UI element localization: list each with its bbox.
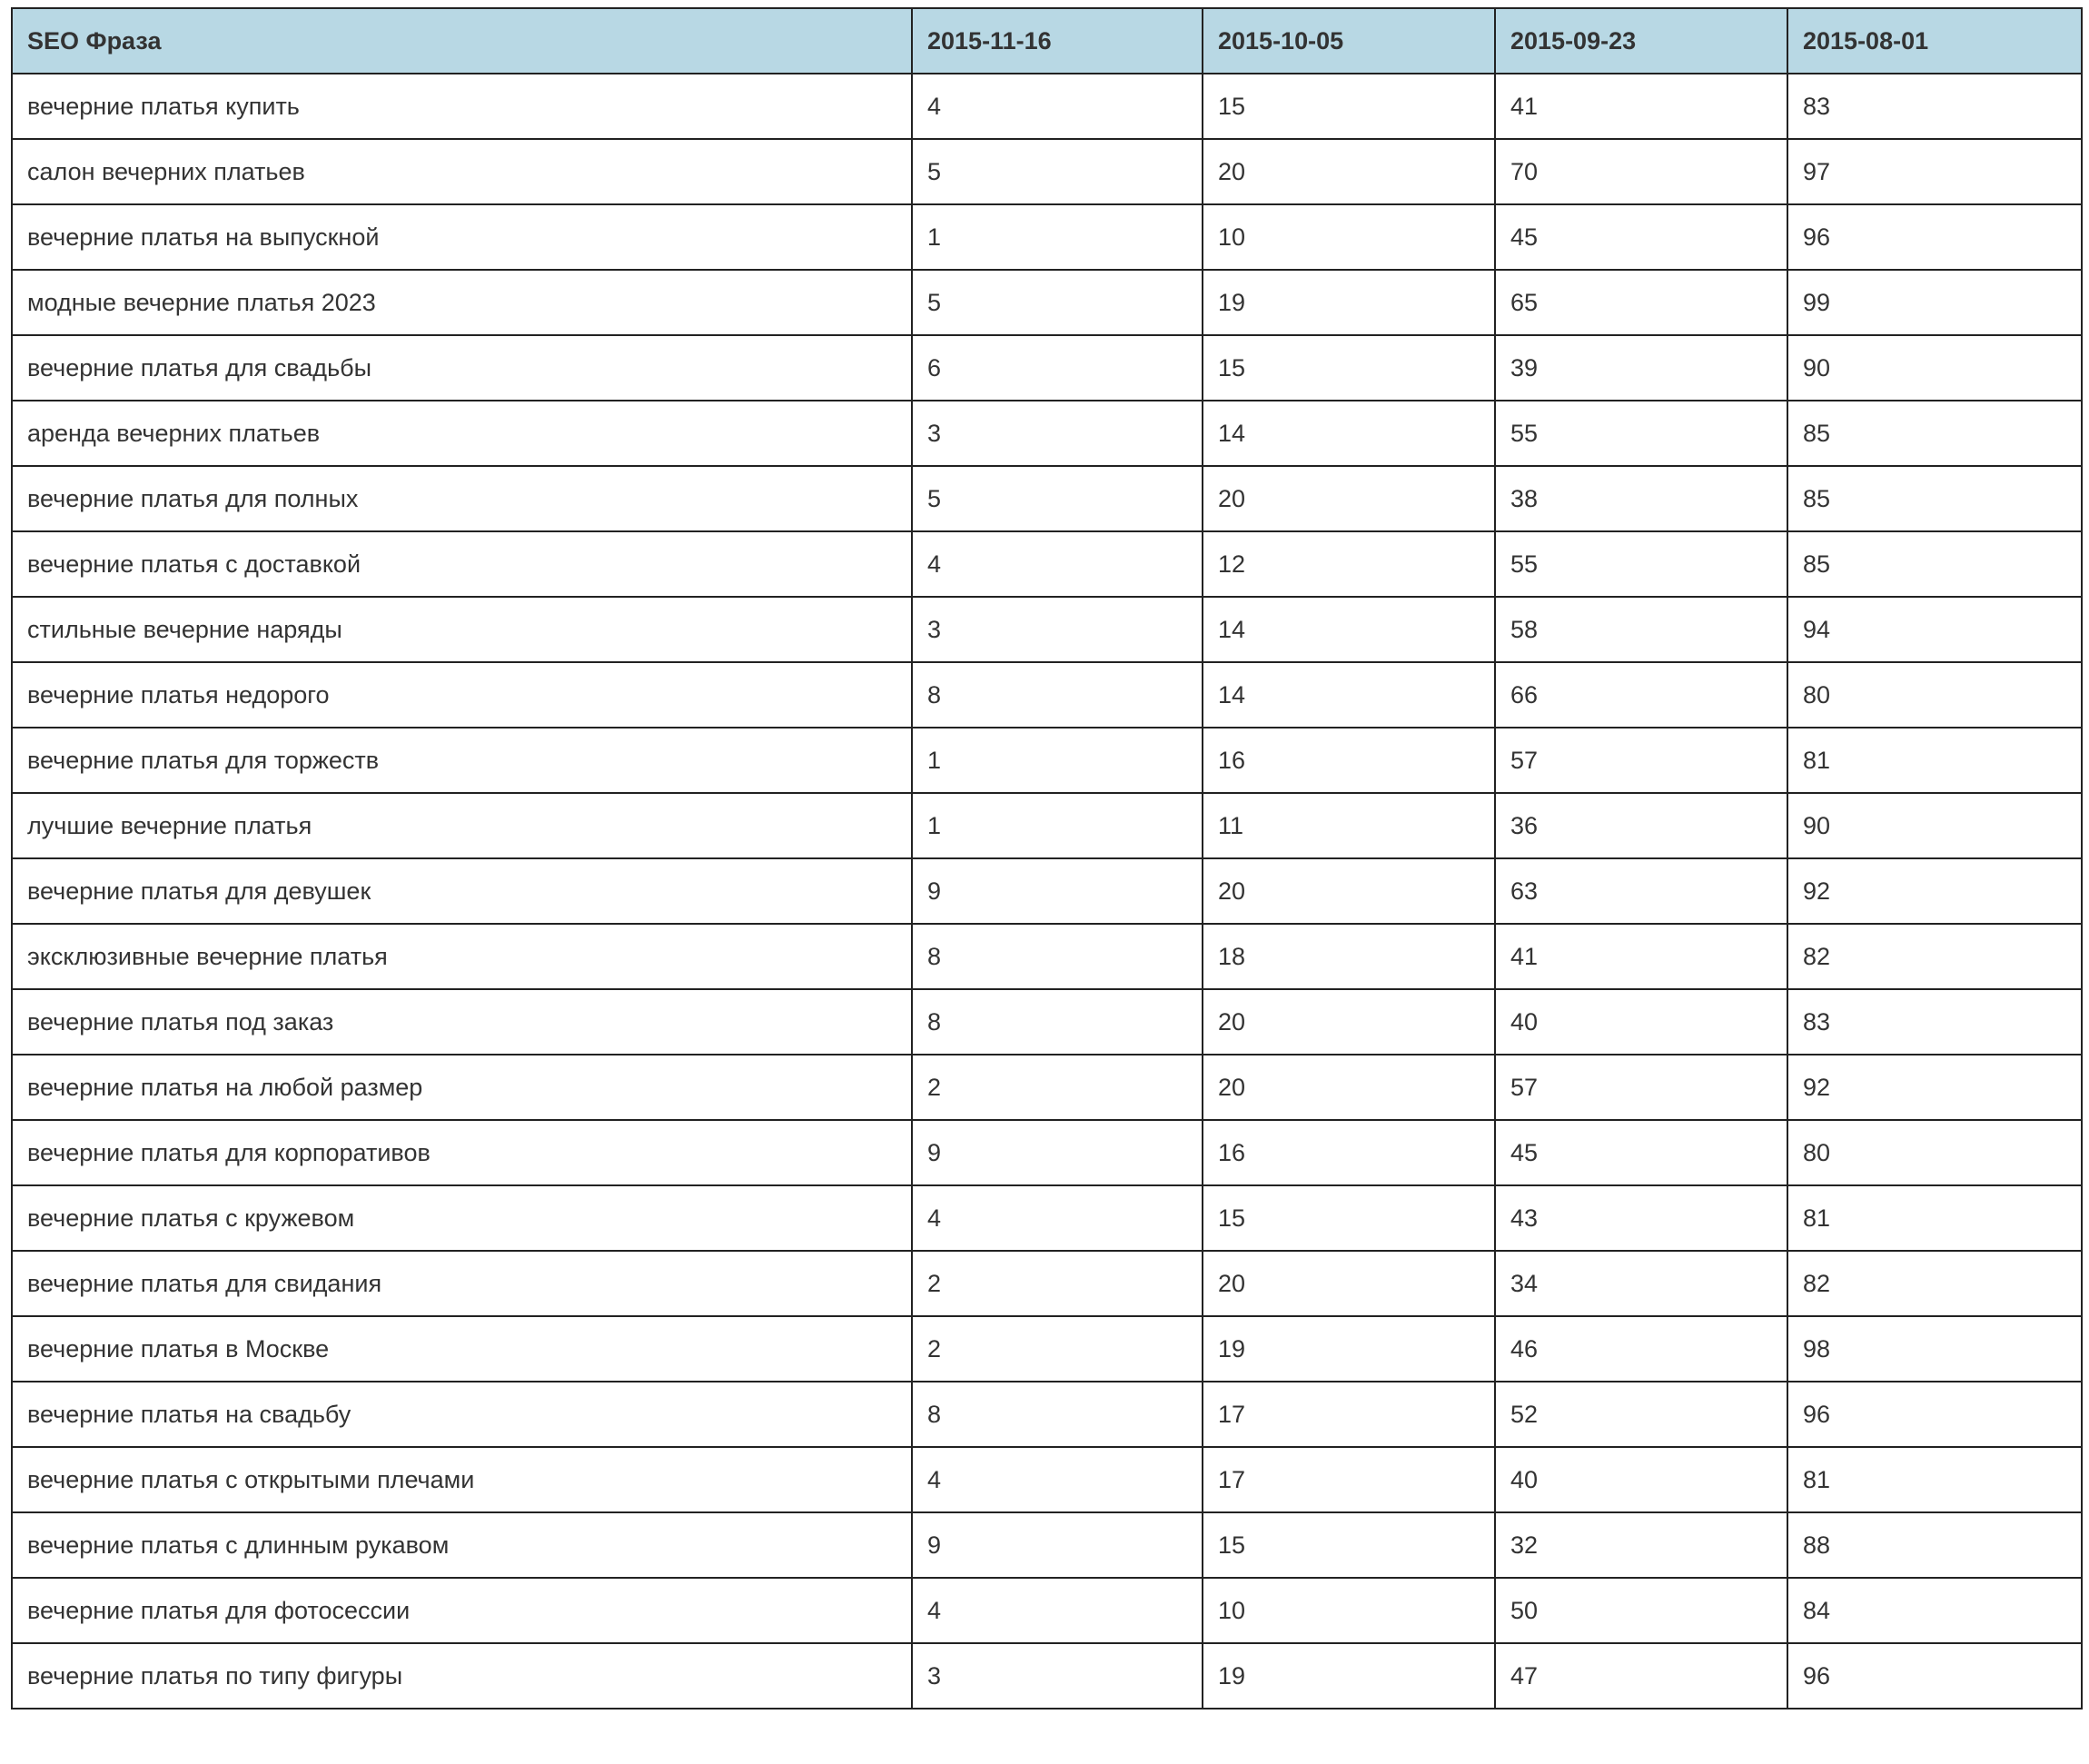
position-cell: 3 bbox=[912, 401, 1203, 466]
position-cell: 45 bbox=[1495, 204, 1787, 270]
position-cell: 20 bbox=[1203, 466, 1495, 531]
position-cell: 5 bbox=[912, 139, 1203, 204]
position-cell: 2 bbox=[912, 1055, 1203, 1120]
table-body bbox=[12, 74, 2082, 1709]
position-cell: 92 bbox=[1787, 1055, 2082, 1120]
position-cell: 14 bbox=[1203, 662, 1495, 728]
position-cell: 9 bbox=[912, 1512, 1203, 1578]
position-cell: 5 bbox=[912, 270, 1203, 335]
position-cell: 17 bbox=[1203, 1382, 1495, 1447]
position-cell: 14 bbox=[1203, 597, 1495, 662]
position-cell: 85 bbox=[1787, 466, 2082, 531]
position-cell: 88 bbox=[1787, 1512, 2082, 1578]
position-cell: 3 bbox=[912, 597, 1203, 662]
position-cell: 80 bbox=[1787, 662, 2082, 728]
position-cell: 12 bbox=[1203, 531, 1495, 597]
phrase-cell: лучшие вечерние платья bbox=[12, 793, 912, 858]
position-cell: 50 bbox=[1495, 1578, 1787, 1643]
phrase-cell: модные вечерние платья 2023 bbox=[12, 270, 912, 335]
position-cell: 11 bbox=[1203, 793, 1495, 858]
phrase-cell: вечерние платья с открытыми плечами bbox=[12, 1447, 912, 1512]
position-cell: 65 bbox=[1495, 270, 1787, 335]
position-cell: 8 bbox=[912, 924, 1203, 989]
table-row bbox=[12, 793, 2082, 858]
position-cell: 63 bbox=[1495, 858, 1787, 924]
phrase-cell: вечерние платья для корпоративов bbox=[12, 1120, 912, 1185]
position-cell: 96 bbox=[1787, 204, 2082, 270]
phrase-cell: вечерние платья для фотосессии bbox=[12, 1578, 912, 1643]
position-cell: 8 bbox=[912, 662, 1203, 728]
position-cell: 2 bbox=[912, 1316, 1203, 1382]
table-row bbox=[12, 1447, 2082, 1512]
phrase-cell: стильные вечерние наряды bbox=[12, 597, 912, 662]
position-cell: 85 bbox=[1787, 401, 2082, 466]
position-cell: 8 bbox=[912, 989, 1203, 1055]
phrase-cell: вечерние платья для торжеств bbox=[12, 728, 912, 793]
position-cell: 2 bbox=[912, 1251, 1203, 1316]
table-row bbox=[12, 1382, 2082, 1447]
position-cell: 4 bbox=[912, 74, 1203, 139]
position-cell: 1 bbox=[912, 728, 1203, 793]
table-row bbox=[12, 74, 2082, 139]
position-cell: 1 bbox=[912, 793, 1203, 858]
position-cell: 4 bbox=[912, 1185, 1203, 1251]
header-date-3: 2015-09-23 bbox=[1495, 8, 1787, 74]
header-seo-phrase: SEO Фраза bbox=[12, 8, 912, 74]
position-cell: 9 bbox=[912, 1120, 1203, 1185]
position-cell: 20 bbox=[1203, 1055, 1495, 1120]
table-row bbox=[12, 597, 2082, 662]
seo-positions-table bbox=[11, 7, 2083, 1709]
position-cell: 46 bbox=[1495, 1316, 1787, 1382]
position-cell: 19 bbox=[1203, 1643, 1495, 1709]
position-cell: 66 bbox=[1495, 662, 1787, 728]
header-date-2: 2015-10-05 bbox=[1203, 8, 1495, 74]
position-cell: 41 bbox=[1495, 74, 1787, 139]
phrase-cell: вечерние платья с длинным рукавом bbox=[12, 1512, 912, 1578]
position-cell: 20 bbox=[1203, 858, 1495, 924]
table-row bbox=[12, 662, 2082, 728]
position-cell: 81 bbox=[1787, 1447, 2082, 1512]
position-cell: 94 bbox=[1787, 597, 2082, 662]
table-header-row bbox=[12, 8, 2082, 74]
position-cell: 4 bbox=[912, 1578, 1203, 1643]
position-cell: 80 bbox=[1787, 1120, 2082, 1185]
phrase-cell: вечерние платья для полных bbox=[12, 466, 912, 531]
position-cell: 97 bbox=[1787, 139, 2082, 204]
position-cell: 45 bbox=[1495, 1120, 1787, 1185]
position-cell: 39 bbox=[1495, 335, 1787, 401]
position-cell: 99 bbox=[1787, 270, 2082, 335]
position-cell: 43 bbox=[1495, 1185, 1787, 1251]
position-cell: 98 bbox=[1787, 1316, 2082, 1382]
table-row bbox=[12, 1512, 2082, 1578]
position-cell: 19 bbox=[1203, 1316, 1495, 1382]
position-cell: 92 bbox=[1787, 858, 2082, 924]
table-row bbox=[12, 728, 2082, 793]
table-row bbox=[12, 270, 2082, 335]
phrase-cell: эксклюзивные вечерние платья bbox=[12, 924, 912, 989]
table-row bbox=[12, 139, 2082, 204]
table-row bbox=[12, 1185, 2082, 1251]
position-cell: 58 bbox=[1495, 597, 1787, 662]
table-row bbox=[12, 401, 2082, 466]
position-cell: 10 bbox=[1203, 1578, 1495, 1643]
position-cell: 15 bbox=[1203, 335, 1495, 401]
position-cell: 96 bbox=[1787, 1382, 2082, 1447]
phrase-cell: вечерние платья на любой размер bbox=[12, 1055, 912, 1120]
phrase-cell: вечерние платья на выпускной bbox=[12, 204, 912, 270]
position-cell: 20 bbox=[1203, 139, 1495, 204]
phrase-cell: вечерние платья в Москве bbox=[12, 1316, 912, 1382]
position-cell: 70 bbox=[1495, 139, 1787, 204]
position-cell: 16 bbox=[1203, 1120, 1495, 1185]
seo-positions-table-container bbox=[11, 7, 2081, 1709]
position-cell: 14 bbox=[1203, 401, 1495, 466]
position-cell: 19 bbox=[1203, 270, 1495, 335]
position-cell: 85 bbox=[1787, 531, 2082, 597]
table-row bbox=[12, 1578, 2082, 1643]
phrase-cell: вечерние платья на свадьбу bbox=[12, 1382, 912, 1447]
position-cell: 15 bbox=[1203, 74, 1495, 139]
position-cell: 10 bbox=[1203, 204, 1495, 270]
position-cell: 41 bbox=[1495, 924, 1787, 989]
position-cell: 18 bbox=[1203, 924, 1495, 989]
position-cell: 90 bbox=[1787, 793, 2082, 858]
position-cell: 1 bbox=[912, 204, 1203, 270]
position-cell: 15 bbox=[1203, 1185, 1495, 1251]
position-cell: 83 bbox=[1787, 74, 2082, 139]
position-cell: 90 bbox=[1787, 335, 2082, 401]
position-cell: 16 bbox=[1203, 728, 1495, 793]
position-cell: 57 bbox=[1495, 728, 1787, 793]
position-cell: 55 bbox=[1495, 401, 1787, 466]
phrase-cell: вечерние платья под заказ bbox=[12, 989, 912, 1055]
header-date-4: 2015-08-01 bbox=[1787, 8, 2082, 74]
position-cell: 55 bbox=[1495, 531, 1787, 597]
phrase-cell: аренда вечерних платьев bbox=[12, 401, 912, 466]
position-cell: 38 bbox=[1495, 466, 1787, 531]
table-row bbox=[12, 466, 2082, 531]
position-cell: 32 bbox=[1495, 1512, 1787, 1578]
position-cell: 47 bbox=[1495, 1643, 1787, 1709]
table-row bbox=[12, 204, 2082, 270]
position-cell: 17 bbox=[1203, 1447, 1495, 1512]
phrase-cell: вечерние платья для девушек bbox=[12, 858, 912, 924]
position-cell: 4 bbox=[912, 531, 1203, 597]
phrase-cell: вечерние платья купить bbox=[12, 74, 912, 139]
position-cell: 82 bbox=[1787, 924, 2082, 989]
phrase-cell: вечерние платья с кружевом bbox=[12, 1185, 912, 1251]
position-cell: 52 bbox=[1495, 1382, 1787, 1447]
table-row bbox=[12, 1055, 2082, 1120]
position-cell: 34 bbox=[1495, 1251, 1787, 1316]
position-cell: 57 bbox=[1495, 1055, 1787, 1120]
position-cell: 83 bbox=[1787, 989, 2082, 1055]
phrase-cell: вечерние платья для свидания bbox=[12, 1251, 912, 1316]
position-cell: 6 bbox=[912, 335, 1203, 401]
position-cell: 81 bbox=[1787, 1185, 2082, 1251]
position-cell: 40 bbox=[1495, 1447, 1787, 1512]
phrase-cell: вечерние платья с доставкой bbox=[12, 531, 912, 597]
table-row bbox=[12, 1120, 2082, 1185]
position-cell: 81 bbox=[1787, 728, 2082, 793]
phrase-cell: вечерние платья для свадьбы bbox=[12, 335, 912, 401]
position-cell: 84 bbox=[1787, 1578, 2082, 1643]
position-cell: 5 bbox=[912, 466, 1203, 531]
position-cell: 15 bbox=[1203, 1512, 1495, 1578]
table-row bbox=[12, 924, 2082, 989]
table-row bbox=[12, 989, 2082, 1055]
table-row bbox=[12, 335, 2082, 401]
table-row bbox=[12, 531, 2082, 597]
table-row bbox=[12, 1251, 2082, 1316]
position-cell: 4 bbox=[912, 1447, 1203, 1512]
position-cell: 20 bbox=[1203, 989, 1495, 1055]
table-row bbox=[12, 1316, 2082, 1382]
position-cell: 8 bbox=[912, 1382, 1203, 1447]
phrase-cell: салон вечерних платьев bbox=[12, 139, 912, 204]
phrase-cell: вечерние платья недорого bbox=[12, 662, 912, 728]
table-row bbox=[12, 858, 2082, 924]
table-row bbox=[12, 1643, 2082, 1709]
position-cell: 40 bbox=[1495, 989, 1787, 1055]
position-cell: 20 bbox=[1203, 1251, 1495, 1316]
position-cell: 3 bbox=[912, 1643, 1203, 1709]
phrase-cell: вечерние платья по типу фигуры bbox=[12, 1643, 912, 1709]
header-date-1: 2015-11-16 bbox=[912, 8, 1203, 74]
position-cell: 96 bbox=[1787, 1643, 2082, 1709]
position-cell: 82 bbox=[1787, 1251, 2082, 1316]
position-cell: 36 bbox=[1495, 793, 1787, 858]
position-cell: 9 bbox=[912, 858, 1203, 924]
